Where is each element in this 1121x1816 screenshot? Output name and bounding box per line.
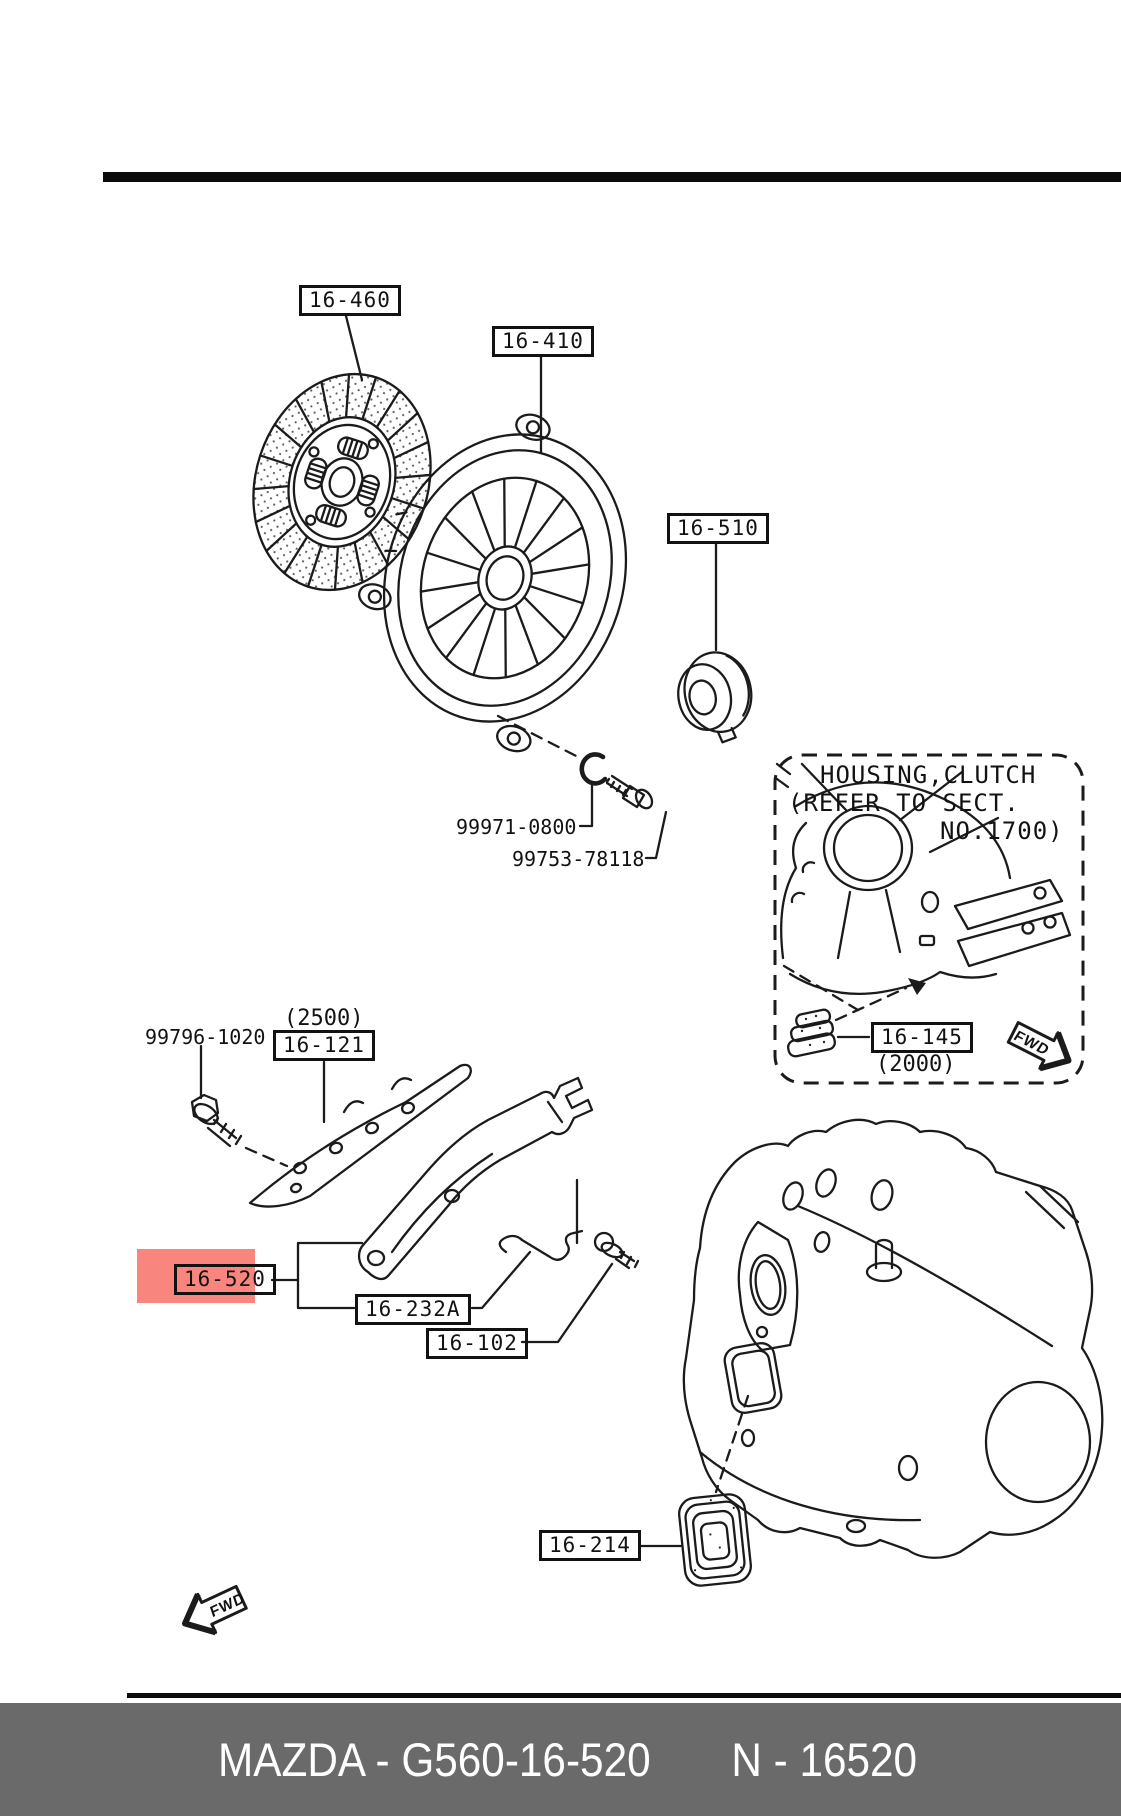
housing-note-line2: (REFER TO SECT. — [788, 789, 1020, 817]
part-label-16-410[interactable]: 16-410 — [492, 326, 594, 357]
assembly-dashed-line — [498, 716, 580, 758]
fwd-arrow-icon-right — [1004, 1015, 1077, 1079]
part-label-16-460[interactable]: 16-460 — [299, 285, 401, 316]
part-label-16-145[interactable]: 16-145 — [871, 1022, 973, 1053]
footer-part-code: MAZDA - G560-16-520 — [218, 1733, 651, 1786]
variant-2000: (2000) — [876, 1052, 956, 1077]
dust-cover-drawing — [250, 1065, 471, 1207]
spring-clip-drawing — [500, 1180, 582, 1260]
part-label-16-102[interactable]: 16-102 — [426, 1328, 528, 1359]
part-label-16-232A[interactable]: 16-232A — [355, 1294, 471, 1325]
variant-2500: (2500) — [284, 1006, 364, 1031]
bolt-99796-drawing — [191, 1095, 241, 1146]
bolt-dashed-line — [246, 1148, 287, 1166]
fwd-arrow-icon-left — [176, 1577, 253, 1643]
bolt-99753-drawing — [607, 776, 655, 811]
svg-text:FWD: FWD — [208, 1589, 248, 1622]
part-label-16-121[interactable]: 16-121 — [273, 1030, 375, 1061]
part-ref-99753-78118[interactable]: 99753-78118 — [512, 847, 645, 871]
svg-text:FWD: FWD — [1010, 1027, 1053, 1060]
footer-catalog-number: N - 16520 — [730, 1733, 917, 1786]
snap-ring-drawing — [582, 754, 605, 783]
housing-note-line1: HOUSING,CLUTCH — [820, 761, 1037, 789]
part-label-16-510[interactable]: 16-510 — [667, 513, 769, 544]
mount-16-145-drawing — [787, 1009, 836, 1058]
transaxle-drawing — [684, 1120, 1102, 1558]
part-ref-99971-0800[interactable]: 99971-0800 — [456, 815, 577, 839]
housing-note-line3: NO.1700) — [940, 817, 1064, 845]
mount-dashed-line-2 — [784, 966, 858, 1010]
pivot-stud-drawing — [595, 1233, 638, 1268]
part-ref-99796-1020[interactable]: 99796-1020 — [145, 1025, 266, 1049]
part-label-16-520[interactable]: 16-520 — [174, 1264, 276, 1295]
release-bearing-drawing — [670, 646, 760, 749]
part-label-16-214[interactable]: 16-214 — [539, 1530, 641, 1561]
footer-bar — [0, 1703, 1121, 1816]
